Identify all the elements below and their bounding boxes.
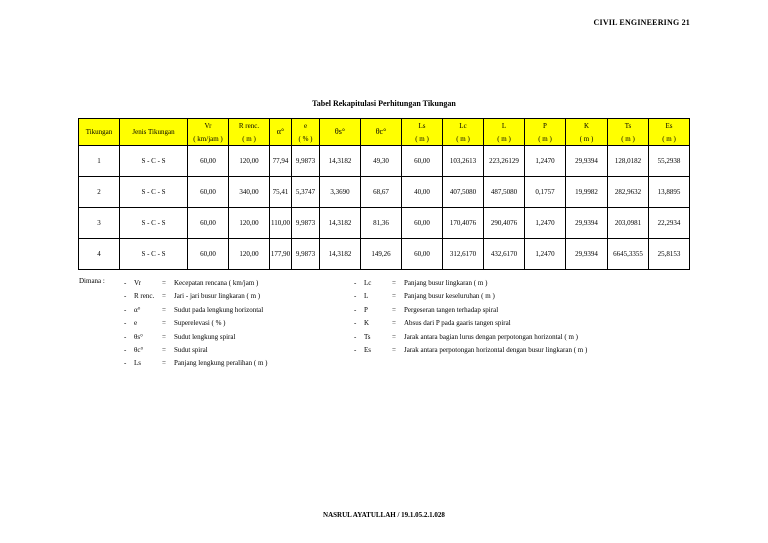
table-cell: 81,36 — [361, 208, 402, 239]
table-cell: 110,00 — [270, 208, 292, 239]
legend-symbol: Ts — [364, 332, 371, 341]
legend-item — [354, 317, 587, 330]
legend-description: Jari - jari busur lingkaran ( m ) — [174, 292, 261, 301]
legend-equals: = — [162, 359, 166, 368]
legend-dash: - — [354, 292, 357, 301]
table-cell: 432,6170 — [484, 239, 525, 270]
table-cell: 128,0182 — [608, 146, 649, 177]
header-lc-unit: ( m ) — [443, 132, 484, 146]
table-cell: 120,00 — [229, 239, 270, 270]
table-cell: 29,9394 — [566, 239, 608, 270]
table-cell: 487,5080 — [484, 177, 525, 208]
legend-description: Sudut spiral — [174, 346, 208, 355]
legend-description: Sudut lengkung spiral — [174, 332, 236, 341]
legend-equals: = — [162, 332, 166, 341]
legend-dash: - — [124, 346, 127, 355]
table-cell: 55,2938 — [649, 146, 690, 177]
legend-symbol: Vr — [134, 279, 141, 287]
header-jenis-tikungan: Jenis Tikungan — [120, 119, 188, 146]
legend-item — [354, 344, 587, 357]
table-cell: 1,2470 — [525, 146, 566, 177]
table-cell: 14,3182 — [320, 208, 361, 239]
table-cell: 120,00 — [229, 146, 270, 177]
legend-item — [354, 277, 587, 290]
legend-left-column — [124, 277, 268, 371]
legend-symbol: Es — [364, 346, 371, 355]
table-row — [79, 208, 690, 239]
legend-item — [124, 357, 268, 370]
header-p: P — [525, 119, 566, 133]
legend-dash: - — [354, 332, 357, 341]
table-cell: 60,00 — [188, 177, 229, 208]
legend-dash: - — [124, 279, 127, 287]
legend-symbol: P — [364, 305, 368, 314]
table-row — [79, 146, 690, 177]
legend-equals: = — [162, 319, 166, 328]
legend-item — [124, 290, 268, 303]
table-cell: 60,00 — [402, 239, 443, 270]
table-cell: 14,3182 — [320, 239, 361, 270]
header-ls: Ls — [402, 119, 443, 133]
table-cell: 49,30 — [361, 146, 402, 177]
legend-item — [124, 344, 268, 357]
header-ts-unit: ( m ) — [608, 132, 649, 146]
header-ts: Ts — [608, 119, 649, 133]
table-cell: 75,41 — [270, 177, 292, 208]
page-footer: NASRUL AYATULLAH / 19.1.05.2.1.028 — [323, 511, 445, 519]
legend-symbol: Ls — [134, 359, 141, 368]
legend-dash: - — [124, 305, 127, 314]
legend-equals: = — [162, 305, 166, 314]
table-cell: S - C - S — [120, 146, 188, 177]
legend-item — [124, 277, 268, 290]
table-cell: 68,67 — [361, 177, 402, 208]
table-cell: 1 — [79, 146, 120, 177]
table-cell: 3 — [79, 208, 120, 239]
table-cell: 3,3690 — [320, 177, 361, 208]
table-row — [79, 177, 690, 208]
table-cell: 120,00 — [229, 208, 270, 239]
legend-right-column — [354, 277, 587, 357]
table-cell: 170,4076 — [443, 208, 484, 239]
legend-item — [354, 331, 587, 344]
header-r-renc: R renc. — [229, 119, 270, 133]
table-cell: 282,9632 — [608, 177, 649, 208]
legend-equals: = — [392, 346, 396, 355]
table-cell: 9,9873 — [292, 146, 320, 177]
legend-equals: = — [162, 346, 166, 355]
legend-dash: - — [124, 292, 127, 301]
legend-item — [124, 331, 268, 344]
header-k-unit: ( m ) — [566, 132, 608, 146]
legend-symbol: L — [364, 292, 369, 301]
table-cell: 29,9394 — [566, 146, 608, 177]
legend-item — [124, 317, 268, 330]
legend-equals: = — [392, 305, 396, 314]
header-theta-s: θs° — [320, 119, 361, 146]
legend-dash: - — [354, 346, 357, 355]
header-e-unit: ( % ) — [292, 132, 320, 146]
legend-item — [354, 290, 587, 303]
legend-equals: = — [162, 279, 166, 287]
table-cell: 6645,3355 — [608, 239, 649, 270]
header-l: L — [484, 119, 525, 133]
legend-symbol: R renc. — [134, 292, 155, 301]
legend-equals: = — [162, 292, 166, 301]
header-tikungan: Tikungan — [79, 119, 120, 146]
table-cell: 1,2470 — [525, 208, 566, 239]
legend-equals: = — [392, 319, 396, 328]
table-cell: 2 — [79, 177, 120, 208]
header-k: K — [566, 119, 608, 133]
table-cell: 60,00 — [402, 208, 443, 239]
table-cell: 29,9394 — [566, 208, 608, 239]
legend-description: Jarak antara bagian lurus dengan perpotongan horizontal ( m ) — [404, 332, 578, 341]
header-vr-unit: ( km/jam ) — [188, 132, 229, 146]
table-cell: 0,1757 — [525, 177, 566, 208]
table-cell: 9,9873 — [292, 208, 320, 239]
table-cell: 312,6170 — [443, 239, 484, 270]
legend-equals: = — [392, 332, 396, 341]
table-row — [79, 239, 690, 270]
legend-description: Panjang busur lingkaran ( m ) — [404, 279, 488, 287]
legend-description: Absus dari P pada gaaris tangen spiral — [404, 319, 511, 328]
table-cell: S - C - S — [120, 208, 188, 239]
legend-description: Kecepatan rencana ( km/jam ) — [174, 279, 259, 287]
legend-symbol: Lc — [364, 279, 372, 287]
recap-table — [78, 118, 690, 270]
legend-intro: Dimana : — [79, 277, 105, 285]
table-cell: 203,0981 — [608, 208, 649, 239]
table-cell: 340,00 — [229, 177, 270, 208]
table-cell: 13,8895 — [649, 177, 690, 208]
legend-description: Jarak antara perpotongan horizontal dengan busur lingkaran ( m ) — [404, 346, 588, 355]
table-cell: 14,3182 — [320, 146, 361, 177]
legend-dash: - — [354, 279, 357, 287]
table-cell: 149,26 — [361, 239, 402, 270]
page-header-text: CIVIL ENGINEERING 21 — [593, 18, 690, 27]
table-cell: 1,2470 — [525, 239, 566, 270]
header-es: Es — [649, 119, 690, 133]
table-cell: 19,9982 — [566, 177, 608, 208]
legend-symbol: α° — [134, 305, 141, 314]
table-cell: 60,00 — [402, 146, 443, 177]
header-p-unit: ( m ) — [525, 132, 566, 146]
legend-dash: - — [354, 305, 357, 314]
table-cell: 60,00 — [188, 146, 229, 177]
legend-item — [354, 304, 587, 317]
header-lc: Lc — [443, 119, 484, 133]
table-cell: S - C - S — [120, 239, 188, 270]
header-r-renc-unit: ( m ) — [229, 132, 270, 146]
legend-dash: - — [124, 319, 127, 328]
legend-symbol: θs° — [134, 332, 143, 341]
legend-symbol: θc° — [134, 346, 144, 355]
legend-description: Pergeseran tangen terhadap spiral — [404, 305, 499, 314]
header-es-unit: ( m ) — [649, 132, 690, 146]
table-title: Tabel Rekapitulasi Perhitungan Tikungan — [312, 99, 456, 108]
header-theta-c: θc° — [361, 119, 402, 146]
table-cell: 5,3747 — [292, 177, 320, 208]
table-cell: 4 — [79, 239, 120, 270]
legend-symbol: e — [134, 319, 138, 328]
legend-equals: = — [392, 292, 396, 301]
header-e: e — [292, 119, 320, 133]
header-vr: Vr — [188, 119, 229, 133]
legend-symbol: K — [364, 319, 370, 328]
table-cell: 25,8153 — [649, 239, 690, 270]
legend-description: Panjang lengkung peralihan ( m ) — [174, 359, 268, 368]
header-alpha: α° — [270, 119, 292, 146]
header-l-unit: ( m ) — [484, 132, 525, 146]
table-cell: 177,90 — [270, 239, 292, 270]
table-cell: 40,00 — [402, 177, 443, 208]
table-cell: 77,94 — [270, 146, 292, 177]
table-cell: 223,26129 — [484, 146, 525, 177]
table-cell: 60,00 — [188, 208, 229, 239]
legend-item — [124, 304, 268, 317]
legend-dash: - — [354, 319, 357, 328]
legend-dash: - — [124, 359, 127, 368]
legend-description: Panjang busur keseluruhan ( m ) — [404, 292, 495, 301]
header-ls-unit: ( m ) — [402, 132, 443, 146]
legend-equals: = — [392, 279, 396, 287]
legend-description: Superelevasi ( % ) — [174, 319, 226, 328]
legend-dash: - — [124, 332, 127, 341]
table-cell: 103,2613 — [443, 146, 484, 177]
table-cell: 9,9873 — [292, 239, 320, 270]
table-cell: 290,4076 — [484, 208, 525, 239]
table-cell: S - C - S — [120, 177, 188, 208]
table-cell: 22,2934 — [649, 208, 690, 239]
table-cell: 407,5080 — [443, 177, 484, 208]
legend-description: Sudut pada lengkung horizontal — [174, 305, 264, 314]
table-cell: 60,00 — [188, 239, 229, 270]
